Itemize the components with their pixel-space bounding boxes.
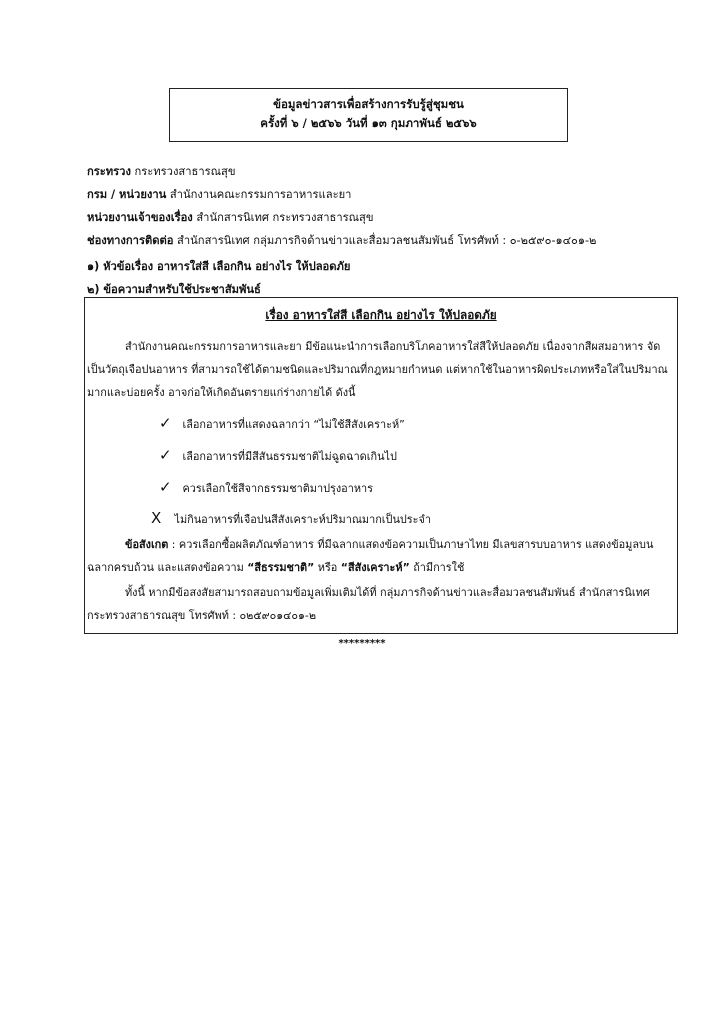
tip-item: [159, 476, 677, 500]
tip-item: [159, 412, 677, 436]
check-icon: ✓: [159, 446, 172, 464]
check-icon: ✓: [159, 414, 172, 432]
ministry-value: กระทรวงสาธารณสุข: [134, 165, 236, 178]
contact-label: ช่องทางการติดต่อ: [87, 234, 174, 247]
department-value: สำนักงานคณะกรรมการอาหารและยา: [169, 188, 352, 201]
tip-text: เลือกอาหารที่แสดงฉลากว่า “ไม่ใช้สีสังเคราะห์”: [182, 418, 405, 431]
content-box: [84, 297, 678, 634]
contact-value: สำนักสารนิเทศ กลุ่มภารกิจด้านข่าวและสื่อมวลชนสัมพันธ์ โทรศัพท์ : ๐-๒๕๙๐-๑๔๐๑-๒: [177, 234, 597, 247]
owner-value: สำนักสารนิเทศ กระทรวงสาธารณสุข: [196, 211, 374, 224]
note-text-3: ถ้ามีการใช้: [409, 561, 465, 574]
header-title: ข้อมูลข่าวสารเพื่อสร้างการรับรู้สู่ชุมชน: [273, 97, 464, 111]
note-text-1: : ควรเลือกซื้อผลิตภัณฑ์อาหาร ที่มีฉลากแสดงข้อความเป็นภาษาไทย มีเลขสารบบอาหาร แสดงข้อมูลบนฉลากครบถ้วน และแสดงข้อความ: [87, 538, 654, 574]
meta-department: [87, 183, 687, 206]
intro-paragraph: สำนักงานคณะกรรมการอาหารและยา มีข้อแนะนำการเลือกบริโภคอาหารใส่สีให้ปลอดภัย เนื่องจากสีผสมอาหาร จัดเป็นวัตถุเจือปนอาหาร ที่สามารถใช้ได้ตามชนิดและปริมาณที่กฎหมายกำหนด แต่หากใช้ในอาหารผิดประเภทหรือใส่ในปริมาณมากและบ่อยครั้ง อาจก่อให้เกิดอันตรายแก่ร่างกายได้ ดังนี้: [87, 340, 668, 399]
x-icon: X: [151, 509, 162, 527]
section-topic: ๑) หัวข้อเรื่อง อาหารใส่สี เลือกกิน อย่างไร ให้ปลอดภัย: [87, 260, 351, 273]
tip-item: [159, 444, 677, 468]
avoid-text: ไม่กินอาหารที่เจือปนสีสังเคราะห์ปริมาณมากเป็นประจำ: [174, 513, 431, 526]
note-paragraph: [85, 533, 677, 579]
owner-label: หน่วยงานเจ้าของเรื่อง: [87, 211, 193, 224]
meta-owner: [87, 206, 687, 229]
ministry-label: กระทรวง: [87, 165, 131, 178]
sections-block: [87, 255, 350, 301]
tip-text: เลือกอาหารที่มีสีสันธรรมชาติไม่ฉูดฉาดเกินไป: [182, 450, 397, 463]
closing-paragraph: ทั้งนี้ หากมีข้อสงสัยสามารถสอบถามข้อมูลเพิ่มเติมได้ที่ กลุ่มภารกิจด้านข่าวและสื่อมวลชนสัมพันธ์ สำนักสารนิเทศ กระทรวงสาธารณสุข โทรศัพท์ : ๐๒๕๙๐๑๔๐๑-๒: [87, 586, 650, 622]
header-issue-line: ครั้งที่ ๖ / ๒๕๖๖ วันที่ ๑๓ กุมภาพันธ์ ๒๕๖๖: [260, 116, 477, 130]
note-label: ข้อสังเกต: [125, 538, 169, 551]
note-bold-natural: “สีธรรมชาติ”: [247, 561, 315, 574]
note-text-2: หรือ: [314, 561, 341, 574]
meta-ministry: [87, 160, 687, 183]
meta-block: [87, 160, 687, 252]
note-bold-synthetic: “สีสังเคราะห์”: [340, 561, 410, 574]
avoid-item: [151, 507, 677, 531]
meta-contact: [87, 229, 687, 252]
department-label: กรม / หน่วยงาน: [87, 188, 167, 201]
footer-stars: *********: [338, 638, 386, 649]
content-title: เรื่อง อาหารใส่สี เลือกกิน อย่างไร ให้ปลอดภัย: [265, 308, 497, 322]
header-box: [169, 88, 568, 142]
check-icon: ✓: [159, 478, 172, 496]
tip-text: ควรเลือกใช้สีจากธรรมชาติมาปรุงอาหาร: [182, 482, 373, 495]
section-message: ๒) ข้อความสำหรับใช้ประชาสัมพันธ์: [87, 283, 261, 296]
